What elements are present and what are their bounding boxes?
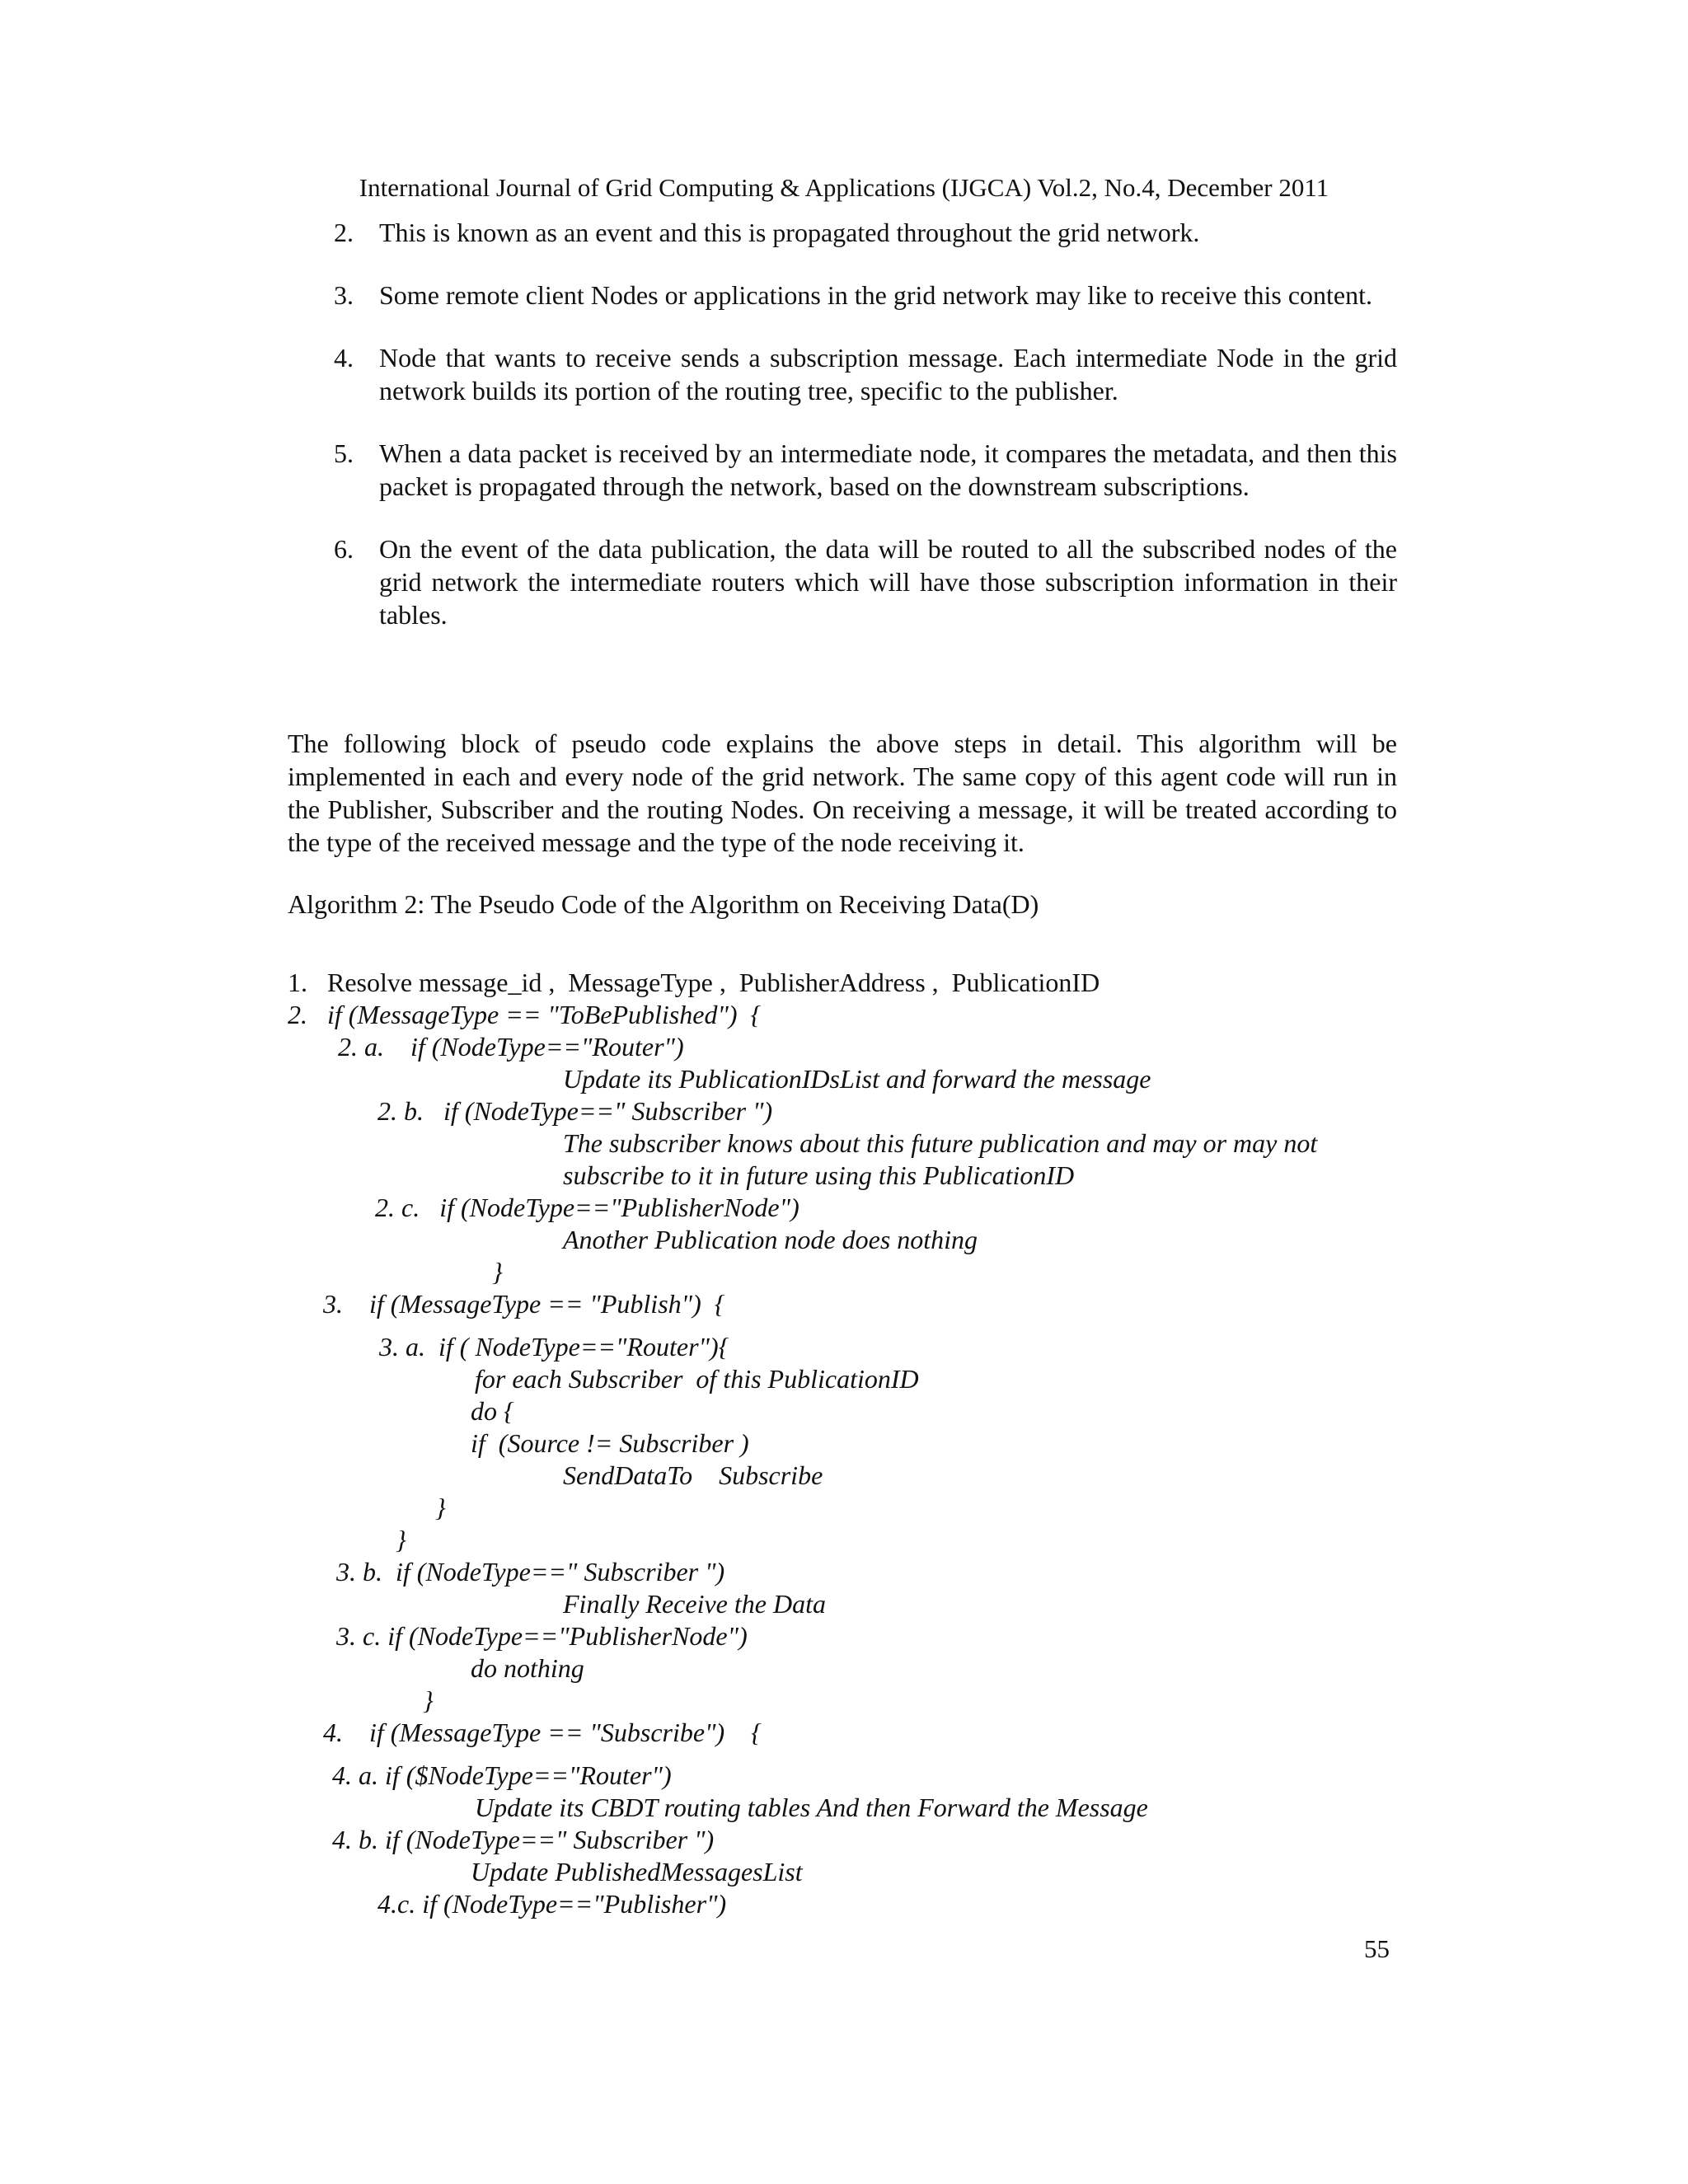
code-line: The subscriber knows about this future publication and may or may not <box>563 1128 1318 1158</box>
code-line: 4. b. if (NodeType==" Subscriber ") <box>332 1825 715 1854</box>
code-line: Update its CBDT routing tables And then Forward the Message <box>475 1793 1148 1822</box>
code-line: 3. c. if (NodeType=="PublisherNode") <box>336 1621 748 1651</box>
step-number: 5. <box>334 438 354 468</box>
code-line: 1. Resolve message_id , MessageType , PublisherAddress , PublicationID <box>288 968 1100 997</box>
running-header: International Journal of Grid Computing & Applications (IJGCA) Vol.2, No.4, December 2011 <box>359 173 1329 202</box>
code-line: 3. a. if ( NodeType=="Router"){ <box>379 1332 729 1361</box>
code-line: for each Subscriber of this PublicationID <box>475 1364 919 1394</box>
step-number: 3. <box>334 280 354 310</box>
list-item <box>326 437 1397 503</box>
code-line: if (Source != Subscriber ) <box>471 1428 749 1458</box>
step-text: When a data packet is received by an intermediate node, it compares the metadata, and then this packet is propagated through the network, based on the downstream subscriptions. <box>379 438 1397 501</box>
code-line: do { <box>471 1396 514 1426</box>
code-line: } <box>396 1525 406 1554</box>
code-line: Update PublishedMessagesList <box>471 1857 803 1886</box>
algorithm-title: Algorithm 2: The Pseudo Code of the Algorithm on Receiving Data(D) <box>288 889 1039 919</box>
code-line: subscribe to it in future using this PublicationID <box>563 1160 1075 1190</box>
code-line: Another Publication node does nothing <box>563 1225 978 1254</box>
code-line: } <box>492 1257 503 1286</box>
code-line: do nothing <box>471 1653 584 1683</box>
steps-list <box>326 216 1397 661</box>
code-line: 3. b. if (NodeType==" Subscriber ") <box>336 1557 725 1586</box>
step-text: This is known as an event and this is propagated throughout the grid network. <box>379 218 1200 247</box>
page-number: 55 <box>1364 1934 1390 1963</box>
step-number: 2. <box>334 218 354 247</box>
code-line: 3. if (MessageType == "Publish") { <box>323 1289 725 1319</box>
step-number: 6. <box>334 534 354 564</box>
code-line: Finally Receive the Data <box>563 1589 826 1619</box>
code-line: Update its PublicationIDsList and forward the message <box>563 1064 1151 1094</box>
list-item <box>326 279 1397 312</box>
list-item <box>326 216 1397 249</box>
step-text: Node that wants to receive sends a subscription message. Each intermediate Node in the grid network builds its portion of the routing tree, specific to the publisher. <box>379 343 1397 405</box>
step-number: 4. <box>334 343 354 373</box>
code-line: 4. if (MessageType == "Subscribe") { <box>323 1718 762 1747</box>
code-line: SendDataTo Subscribe <box>563 1460 823 1490</box>
intro-paragraph: The following block of pseudo code explains the above steps in detail. This algorithm will be implemented in each and every node of the grid network. The same copy of this agent code will run in the Publisher, Subscriber and the routing Nodes. On receiving a message, it will be treated according to the type of the received message and the type of the node receiving it. <box>288 729 1397 857</box>
code-line: 2. b. if (NodeType==" Subscriber ") <box>377 1096 773 1126</box>
code-line: } <box>423 1685 434 1715</box>
code-line: 4. a. if ($NodeType=="Router") <box>332 1760 672 1790</box>
code-line: 2. c. if (NodeType=="PublisherNode") <box>375 1193 799 1222</box>
code-line: } <box>435 1493 446 1522</box>
list-item <box>326 341 1397 407</box>
step-text: Some remote client Nodes or applications in the grid network may like to receive this content. <box>379 280 1372 310</box>
code-line: 4.c. if (NodeType=="Publisher") <box>377 1889 727 1919</box>
step-text: On the event of the data publication, the data will be routed to all the subscribed nodes of the grid network the intermediate routers which will have those subscription information in their tables. <box>379 534 1397 630</box>
code-line: 2. if (MessageType == "ToBePublished") { <box>288 1000 762 1029</box>
code-line: 2. a. if (NodeType=="Router") <box>338 1032 684 1062</box>
list-item <box>326 532 1397 631</box>
